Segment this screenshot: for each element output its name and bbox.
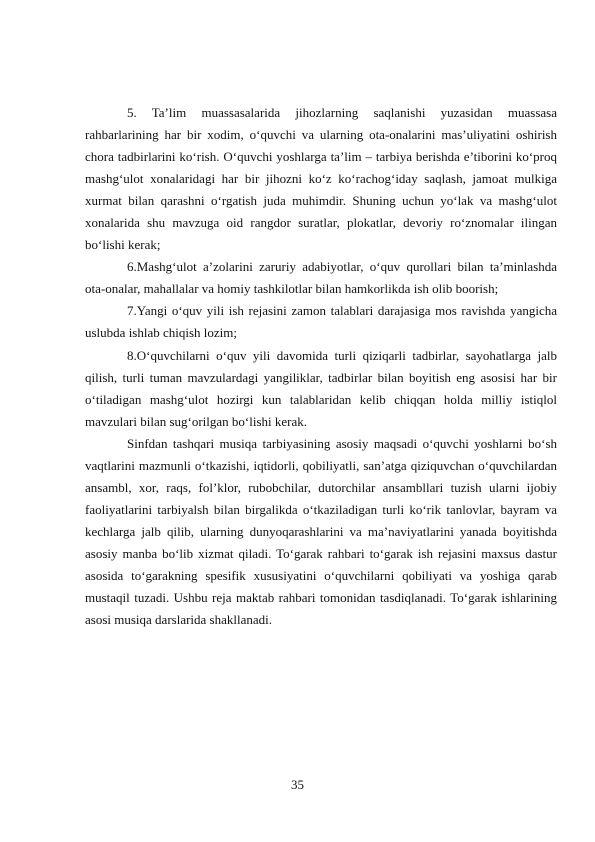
paragraph-item-6: 6.Mashg‘ulot a’zolarini zaruriy adabiyotlar, o‘quv qurollari bilan ta’minlashda ota-onalar, mahallalar va homiy tashkilotlar bilan hamkorlikda ish olib boorish; <box>85 259 557 297</box>
paragraph-extracurricular-music: Sinfdan tashqari musiqa tarbiyasining asosiy maqsadi o‘quvchi yoshlarni bo‘sh vaqtlarini mazmunli o‘tkazishi, iqtidorli, qobiliyatli, san’atga qiziquvchan o‘quvchilardan ansambl, xor, raqs, fol’klor, rubobchilar, dutorchilar ansambllari tuzish ularni ijobiy faoliyatlarini tarbiyalsh bilan birgalikda o‘tkaziladigan turli ko‘rik tanlovlar, bayram va kechlarga jalb qilib, ularning dunyoqarashlarini va ma’naviyatlarini yanada boyitishda asosiy manba bo‘lib xizmat qiladi. To‘garak rahbari to‘garak ish rejasini maxsus dastur asosida to‘garakning spesifik xususiyatini o‘quvchilarni qobiliyati va yoshiga qarab mustaqil tuzadi. Ushbu reja maktab rahbari tomonidan tasdiqlanadi. To‘garak ishlarining asosi musiqa darslarida shakllanadi. <box>85 435 557 628</box>
paragraph-item-5: 5. Ta’lim muassasalarida jihozlarning saqlanishi yuzasidan muassasa rahbarlarining har bir xodim, o‘quvchi va ularning ota-onalarini mas’uliyatini oshirish chora tadbirlarini ko‘rish. O‘quvchi yoshlarga ta’lim – tarbiya berishda e’tiborini ko‘proq mashg‘ulot xonalaridagi har bir jihozni ko‘z ko‘rachog‘iday saqlash, jamoat mulkiga xurmat bilan qarashni o‘rgatish juda muhimdir. Shuning uchun yo‘lak va mashg‘ulot xonalarida shu mavzuga oid rangdor suratlar, plokatlar, devoriy ro‘znomalar ilingan bo‘lishi kerak; <box>85 105 557 253</box>
paragraph-item-8: 8.O‘quvchilarni o‘quv yili davomida turli qiziqarli tadbirlar, sayohatlarga jalb qilish, turli tuman mavzulardagi yangiliklar, tadbirlar bilan boyitish eng asosisi har bir o‘tiladigan mashg‘ulot hozirgi kun talablaridan kelib chiqqan holda milliy istiqlol mavzulari bilan sug‘orilgan bo‘lishi kerak. <box>85 347 557 429</box>
paragraph-item-7: 7.Yangi o‘quv yili ish rejasini zamon talablari darajasiga mos ravishda yangicha uslubda ishlab chiqish lozim; <box>85 303 557 341</box>
page-body <box>85 102 557 631</box>
page-number: 35 <box>291 777 304 792</box>
